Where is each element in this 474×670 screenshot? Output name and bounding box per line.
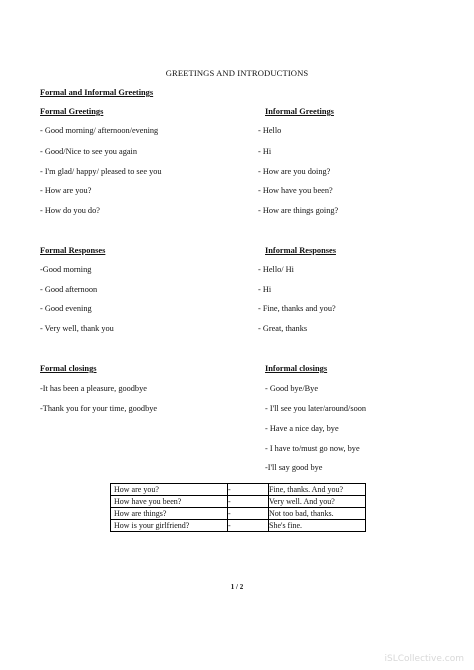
informal-response-item: - Hello/ Hi (258, 265, 294, 274)
formal-greeting-item: - How are you? (40, 186, 92, 195)
informal-closing-item: - Have a nice day, bye (265, 424, 339, 433)
formal-greeting-item: - Good/Nice to see you again (40, 147, 137, 156)
formal-responses-heading: Formal Responses (40, 246, 106, 255)
watermark: iSLCollective.com (384, 654, 464, 664)
formal-response-item: -Good morning (40, 265, 92, 274)
informal-response-item: - Fine, thanks and you? (258, 304, 336, 313)
question-cell: How are things? (111, 508, 228, 520)
question-cell: How is your girlfriend? (111, 520, 228, 532)
answer-cell: Not too bad, thanks. (269, 508, 366, 520)
table-row (111, 496, 366, 508)
formal-response-item: - Very well, thank you (40, 324, 114, 333)
separator-cell: - (228, 520, 269, 532)
formal-closings-heading: Formal closings (40, 364, 97, 373)
informal-greeting-item: - How are you doing? (258, 167, 331, 176)
formal-greeting-item: - How do you do? (40, 206, 100, 215)
informal-greeting-item: - How are things going? (258, 206, 339, 215)
formal-greeting-item: - Good morning/ afternoon/evening (40, 126, 159, 135)
separator-cell: - (228, 508, 269, 520)
informal-closing-item: -I'll say good bye (265, 463, 323, 472)
page-number: 1 / 2 (230, 583, 244, 591)
exchange-table (110, 483, 366, 532)
informal-closing-item: - I'll see you later/around/soon (265, 404, 367, 413)
informal-response-item: - Great, thanks (258, 324, 308, 333)
question-cell: How are you? (111, 484, 228, 496)
page-title: GREETINGS AND INTRODUCTIONS (165, 68, 309, 78)
informal-greeting-item: - Hello (258, 126, 282, 135)
formal-response-item: - Good afternoon (40, 285, 98, 294)
formal-greeting-item: - I'm glad/ happy/ pleased to see you (40, 167, 162, 176)
informal-greetings-heading: Informal Greetings (265, 107, 334, 116)
separator-cell: - (228, 496, 269, 508)
formal-greetings-heading: Formal Greetings (40, 107, 104, 116)
answer-cell: Fine, thanks. And you? (269, 484, 366, 496)
table-row (111, 508, 366, 520)
separator-cell: - (228, 484, 269, 496)
formal-closing-item: -Thank you for your time, goodbye (40, 404, 158, 413)
section-subtitle: Formal and Informal Greetings (40, 88, 154, 97)
question-cell: How have you been? (111, 496, 228, 508)
informal-greeting-item: - Hi (258, 147, 272, 156)
informal-response-item: - Hi (258, 285, 272, 294)
answer-cell: She's fine. (269, 520, 366, 532)
informal-responses-heading: Informal Responses (265, 246, 336, 255)
informal-closing-item: - I have to/must go now, bye (265, 444, 360, 453)
table-row (111, 484, 366, 496)
formal-response-item: - Good evening (40, 304, 92, 313)
answer-cell: Very well. And you? (269, 496, 366, 508)
informal-closings-heading: Informal closings (265, 364, 328, 373)
informal-greeting-item: - How have you been? (258, 186, 333, 195)
formal-closing-item: -It has been a pleasure, goodbye (40, 384, 147, 393)
informal-closing-item: - Good bye/Bye (265, 384, 318, 393)
table-row (111, 520, 366, 532)
